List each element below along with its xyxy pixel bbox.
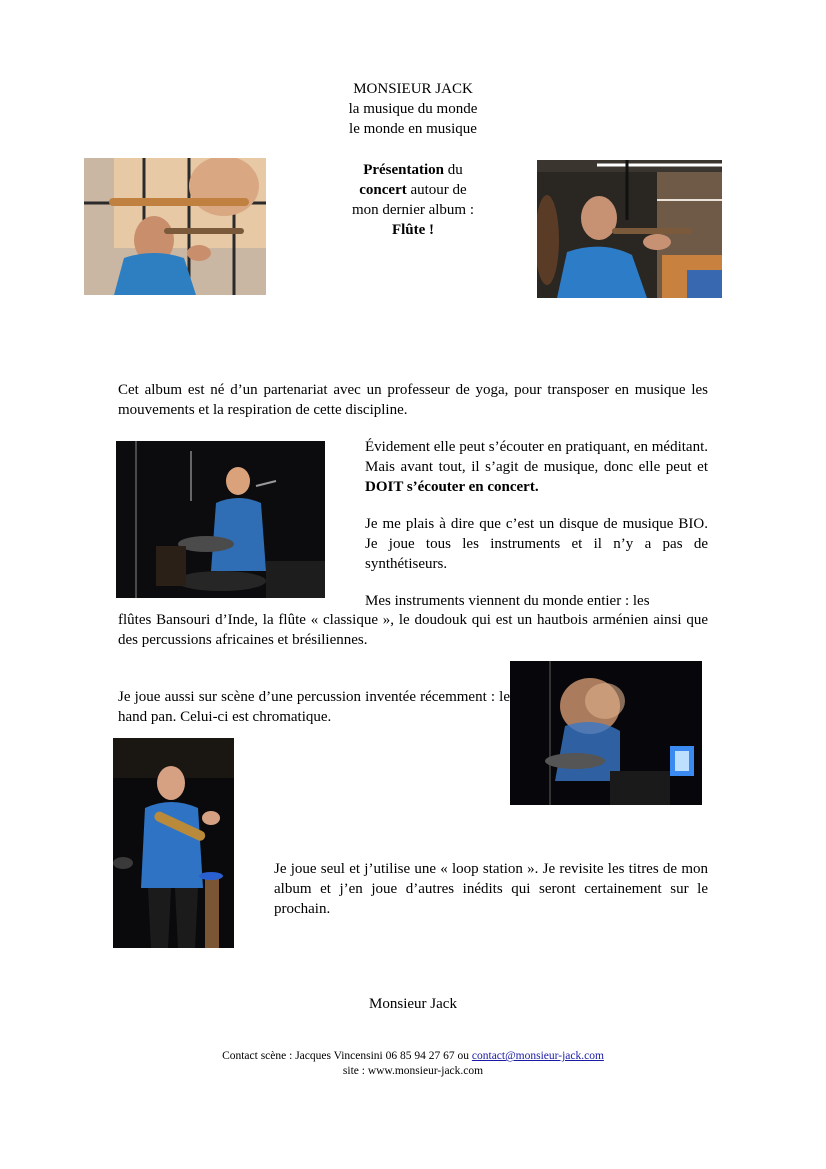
page-title: MONSIEUR JACK [353, 81, 473, 97]
paragraph-instruments-line-1: Mes instruments viennent du monde entier : les [365, 593, 650, 609]
intro-paragraph: Cet album est né d’un partenariat avec un professeur de yoga, pour transposer en musique les mouvements et la respiration de cette discipline. [118, 382, 708, 418]
flute-player-photo-top-left [84, 158, 266, 295]
signature: Monsieur Jack [369, 996, 457, 1012]
contact-email-link[interactable]: contact@monsieur-jack.com [471, 1050, 604, 1062]
paragraph-instruments-rest: flûtes Bansouri d’Inde, la flûte « classique », le doudouk qui est un hautbois arménien ainsi que des percussions africaines et brésiliennes. [118, 612, 708, 648]
tagline-line-1: la musique du monde [348, 101, 478, 117]
presentation-block [313, 160, 513, 240]
presentation-text-1: du [444, 162, 463, 178]
footer [113, 1049, 713, 1079]
presentation-line-1 [313, 160, 513, 180]
paragraph-bio: Je me plais à dire que c’est un disque de musique BIO. Je joue tous les instruments et il n’y a pas de synthétiseurs. [365, 516, 708, 572]
footer-contact-line [113, 1049, 713, 1064]
presentation-bold-word: Présentation [363, 162, 445, 178]
presentation-text-2: autour de [406, 182, 467, 198]
footer-contact-text: Contact scène : Jacques Vincensini 06 85 94 27 67 ou [222, 1050, 472, 1062]
footer-site-line: site : www.monsieur-jack.com [342, 1065, 484, 1077]
presentation-line-3: mon dernier album : [351, 202, 475, 218]
document-header [263, 79, 563, 139]
paragraph-handpan: Je joue aussi sur scène d’une percussion inventée récemment : le hand pan. Celui-ci est chromatique. [118, 689, 510, 725]
presentation-line-2 [313, 180, 513, 200]
flute-player-photo-top-right [537, 160, 722, 298]
tagline-line-2: le monde en musique [349, 121, 477, 137]
concert-bold-word: concert [359, 182, 407, 198]
album-title [313, 220, 513, 240]
flute-performer-stage-photo [113, 738, 234, 948]
blurred-handpan-photo [510, 661, 702, 805]
album-name: Flûte ! [391, 222, 435, 238]
handpan-concert-photo [116, 441, 325, 598]
paragraph-meditation [365, 437, 708, 497]
paragraph-loop-station: Je joue seul et j’utilise une « loop station ». Je revisite les titres de mon album et j’en joue d’autres inédits qui seront certainement sur le prochain. [274, 861, 708, 917]
paragraph-meditation-text: Évidement elle peut s’écouter en pratiquant, en méditant. Mais avant tout, il s’agit de musique, donc elle peut et [365, 439, 708, 475]
concert-emphasis: DOIT s’écouter en concert. [365, 479, 539, 495]
